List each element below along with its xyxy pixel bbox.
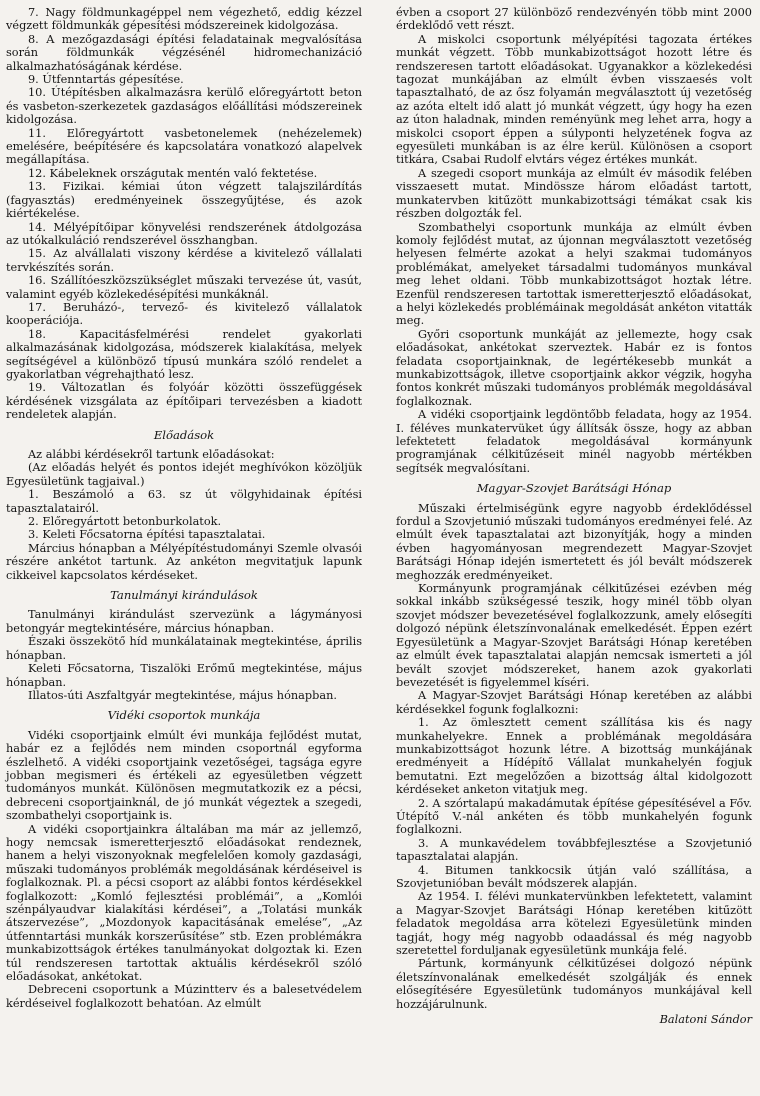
rural-groups-section [6,729,362,1011]
list-item: 19. Változatlan és folyóár közötti összefüggések kérdésének vizsgálata az építőipari tervezésben a kiadott rendeletek alapján. [6,381,362,422]
left-column [6,6,362,1010]
paragraph: Kormányunk programjának célkitűzései ezévben még sokkal inkább szükségessé teszik, hogy minél több olyan szovjet módszer bevezetésével foglalkozzunk, amely elősegíti dolgozó népünk életszínvonalának emelkedését. Éppen ezért Egyesületünk a Magyar-Szovjet Barátsági Hónap keretében az elmúlt évek tapasztalatai alapján nemcsak ismerteti a jól bevált szovjet módszereket, hanem azok gyakorlati bevezetését is figyelemmel kíséri. [396,582,752,689]
paragraph: Tanulmányi kirándulást szervezünk a lágymányosi betongyár megtekintésére, március hónapban. [6,608,362,635]
paragraph: Debreceni csoportunk a Múzintterv és a balesetvédelem kérdéseivel foglalkozott behatóan. Az elmúlt [6,983,362,1010]
paragraph: 3. Keleti Főcsatorna építési tapasztalatai. [28,528,266,542]
topic-list [6,6,362,422]
groups-continued-section [396,6,752,475]
paragraph: évben a csoport 27 különböző rendezvényén több mint 2000 érdeklődő vett részt. [396,6,752,33]
list-item: 12. Kábeleknek országutak mentén való fektetése. [28,166,318,180]
section-heading-friendship-month: Magyar-Szovjet Barátsági Hónap [476,481,672,496]
paragraph: 1. Beszámoló a 63. sz út völgyhidainak építési tapasztalatairól. [6,488,362,515]
paragraph: (Az előadás helyét és pontos idejét meghívókon közöljük Egyesületünk tagjaival.) [6,461,362,488]
friendship-month-section [396,502,752,1027]
paragraph: 4. Bitumen tankkocsik útján való szállítása, a Szovjetunióban bevált módszerek alapján. [396,863,752,890]
list-item: 18. Kapacitásfelmérési rendelet gyakorlati alkalmazásának kidolgozása, módszerek kialakítása, melyek segítségével a különböző típusú munkára szóló rendelet a gyakorlatban végrehajtható lesz. [6,327,362,381]
section-heading-rural-groups: Vidéki csoportok munkája [107,708,261,723]
list-item: 8. A mezőgazdasági építési feladatainak megvalósítása során földmunkák végzésénél hidromechanizáció alkalmazhatóságának kérdése. [6,32,362,73]
section-heading-lectures: Előadások [153,427,215,442]
list-item: 15. Az alvállalati viszony kérdése a kivitelező vállalati tervkészítés során. [6,247,362,274]
paragraph: Győri csoportunk munkáját az jellemezte, hogy csak előadásokat, ankétokat szerveztek. Habár ez is fontos feladata csoportjainknak, de legértékesebb munkát a munkabizottságok, illetve csoportjaink akkor végzik, hogyha fontos konkrét műszaki tudományos problémák megoldásával foglalkoznak. [396,327,752,408]
excursions-section [6,608,362,702]
list-item: 11. Előregyártott vasbetonelemek (nehézelemek) emelésére, beépítésére és kapcsolatára vonatkozó alapelvek megállapítása. [6,126,362,167]
paragraph: Pártunk, kormányunk célkitűzései dolgozó népünk életszínvonalának emelkedését szolgálják és ennek elősegítésére Egyesületünk tudományos munkájával kell hozzájárulnunk. [396,957,752,1011]
paragraph: A vidéki csoportjainkra általában ma már az jellemző, hogy nemcsak ismeretterjesztő előadásokat rendeznek, hanem a helyi viszonyoknak megfelelően komoly gazdasági, műszaki tudományos problémák megoldásának kérdéseivel is foglalkoznak. Pl. a pécsi csoport az alábbi fontos kérdésekkel foglalkozott: „Komló fejlesztési problémái”, a „Komlói szénpályaudvar kialakítási kérdései”, a „Tolatási munkák átszervezése”, „Mozdonyok kapacitásának emelése”, „Az útfenntartási munkák korszerűsítése” stb. Ezen problémákra munkabizottságok értékes tanulmányokat dolgoztak ki. Ezen túl rendszeresen tartottak aktuális kérdésekről szóló előadásokat, ankétokat. [6,822,362,984]
list-item: 9. Útfenntartás gépesítése. [28,73,184,87]
paragraph: A miskolci csoportunk mélyépítési tagozata értékes munkát végzett. Több munkabizottságot hozott létre és rendszeresen tartott előadásokat. Ugyanakkor a közlekedési tagozat munkájában az elmúlt évben visszaesés volt tapasztalható, de az ősz folyamán megválasztott új vezetőség az azóta eltelt idő alatt jó munkát végzett, úgy hogy ha ezen az úton haladnak, minden reményünk meg lehet arra, hogy a miskolci csoport éppen a súlyponti helyzetének fogva az egyesületi munkában is az élre kerül. Különösen a csoport titkára, Csabai Rudolf elvtárs végez értékes munkát. [396,32,752,167]
list-item: 16. Szállítóeszközszükséglet műszaki tervezése út, vasút, valamint egyéb közlekedésépítési munkáknál. [6,274,362,301]
paragraph: Az 1954. I. félévi munkatervünkben lefektetett, valamint a Magyar-Szovjet Barátsági Hónap keretében kitűzött feladatok megoldása arra kötelezi Egyesületünk minden tagját, hogy még nagyobb odaadással és még nagyobb szeretettel forduljanak egyesületünk munkája felé. [396,890,752,958]
section-heading-excursions: Tanulmányi kirándulások [110,588,258,603]
paragraph: A vidéki csoportjaink legdöntőbb feladata, hogy az 1954. I. féléves munkatervüket úgy állítsák össze, hogy az abban lefektetett feladatok megoldásával kormányunk programjának célkitűzéseit minél nagyobb mértékben segítsék megvalósítani. [396,408,752,475]
list-item: 10. Útépítésben alkalmazásra kerülő előregyártott beton és vasbeton-szerkezetek gazdaságos előállítási módszereinek kidolgozása. [6,86,362,127]
paragraph: 2. A szórtalapú makadámutak építése gépesítésével a Főv. Útépítő V.-nál ankéten és több munkahelyén fogunk foglalkozni. [396,796,752,837]
paragraph: Az alábbi kérdésekről tartunk előadásokat: [28,448,275,461]
paragraph: Szombathelyi csoportunk munkája az elmúlt évben komoly fejlődést mutat, az újonnan megválasztott vezetőség helyesen felmérte azokat a helyi szakmai tudományos problémákat, amelyeket társadalmi tudományos munkával meg lehet oldani. Több munkabizottságot hoztak létre. Ezenfül rendszeresen tartottak ismeretterjesztő előadásokat, a helyi közlekedés problémáinak megoldását ankéton vitatták meg. [396,220,752,328]
paragraph: Március hónapban a Mélyépítéstudományi Szemle olvasói részére ankétot tartunk. Az ankéton megvitatjuk lapunk cikkeivel kapcsolatos kérdéseket. [6,541,362,582]
paragraph: 3. A munkavédelem továbbfejlesztése a Szovjetunió tapasztalatai alapján. [396,836,752,864]
paragraph: Műszaki értelmiségünk egyre nagyobb érdeklődéssel fordul a Szovjetunió műszaki tudományos eredményei felé. Az elmúlt évek tapasztalatai azt bizonyítják, hogy a minden évben hagyományosan megrendezett Magyar-Szovjet Barátsági Hónap idején ismertetett és jól bevált módszerek meghozzák eredményeiket. [396,501,752,582]
lectures-section [6,448,362,582]
list-item: 17. Beruházó-, tervező- és kivitelező vállalatok kooperációja. [6,300,362,328]
right-column [396,6,752,1026]
list-item: 14. Mélyépítőipar könyvelési rendszerének átdolgozása az utókalkuláció rendszerével összhangban. [6,220,362,247]
paragraph: Keleti Főcsatorna, Tiszalöki Erőmű megtekintése, május hónapban. [6,662,362,689]
author-signature: Balatoni Sándor [659,1013,752,1027]
list-item: 13. Fizikai. kémiai úton végzett talajszilárdítás (fagyasztás) eredményeinek összegyűjtése, és azok kiértékelése. [6,180,362,221]
paragraph: A szegedi csoport munkája az elmúlt év második felében visszaesett mutat. Mindössze három előadást tartott, munkatervben kitűzött munkabizottsági témákat csak kis részben dolgozták fel. [396,166,752,221]
paragraph: Illatos-úti Aszfaltgyár megtekintése, május hónapban. [28,688,337,702]
paragraph: Vidéki csoportjaink elmúlt évi munkája fejlődést mutat, habár ez a fejlődés nem minden csoportnál egyforma észlelhető. A vidéki csoportjaink vezetőségei, tagsága egyre jobban megismeri és értékeli az egyesületben végzett tudományos munkát. Különösen megmutatkozik ez a pécsi, debreceni csoportjainknál, de jó munkát végeztek a szegedi, szombathelyi csoportjaink is. [6,728,362,823]
paragraph: A Magyar-Szovjet Barátsági Hónap keretében az alábbi kérdésekkel fogunk foglalkozni: [396,689,752,716]
paragraph: Északi összekötő híd munkálatainak megtekintése, április hónapban. [6,635,362,662]
paragraph: 2. Előregyártott betonburkolatok. [28,515,222,529]
paragraph: 1. Az ömlesztett cement szállítása kis és nagy munkahelyekre. Ennek a problémának megoldására munkabizottságot hozunk létre. A bizottság munkájának eredményeit a Hídépítő Vállalat munkahelyén fogjuk bemutatni. Ezt megelőzően a bizottság által kidolgozott kérdéseket anketon vitatjuk meg. [396,716,752,797]
list-item: 7. Nagy földmunkagéppel nem végezhető, eddig kézzel végzett földmunkák gépesítési módszereinek kidolgozása. [6,6,362,33]
